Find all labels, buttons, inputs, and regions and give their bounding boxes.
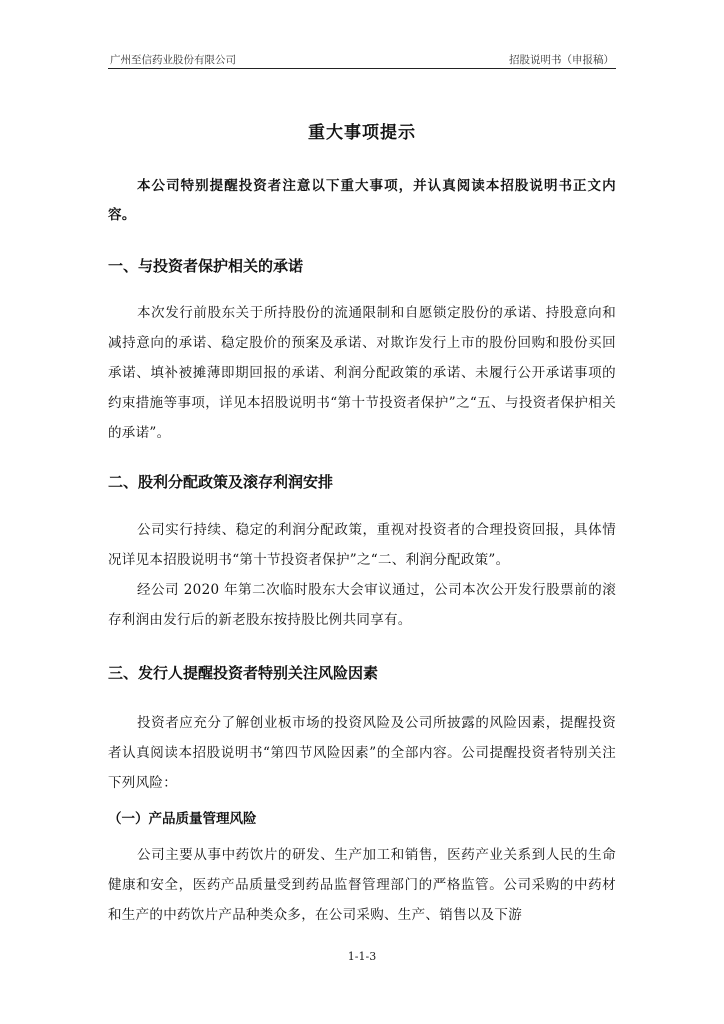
intro-paragraph: 本公司特别提醒投资者注意以下重大事项，并认真阅读本招股说明书正文内容。 — [108, 178, 616, 223]
header-document-type: 招股说明书（申报稿） — [509, 54, 614, 66]
page-number: 1-1-3 — [347, 950, 377, 963]
section-2-paragraph-1: 公司实行持续、稳定的利润分配政策，重视对投资者的合理投资回报，具体情况详见本招股说明书“第十节投资者保护”之“二、利润分配政策”。 — [108, 522, 616, 568]
section-1-paragraph-1: 本次发行前股东关于所持股份的流通限制和自愿锁定股份的承诺、持股意向和减持意向的承诺、稳定股价的预案及承诺、对欺诈发行上市的股份回购和股份买回承诺、填补被摊薄即期回报的承诺、利润分配政策的承诺、未履行公开承诺事项的约束措施等事项，详见本招股说明书“第十节投资者保护”之“五、与投资者保护相关的承诺”。 — [108, 305, 616, 441]
subsection-heading-1: （一）产品质量管理风险 — [108, 811, 257, 827]
header-company-name: 广州至信药业股份有限公司 — [110, 54, 236, 66]
section-3-paragraph-1: 投资者应充分了解创业板市场的投资风险及公司所披露的风险因素，提醒投资者认真阅读本招股说明书“第四节风险因素”的全部内容。公司提醒投资者特别关注下列风险： — [108, 715, 616, 791]
section-2-paragraph-2: 经公司 2020 年第二次临时股东大会审议通过，公司本次公开发行股票前的滚存利润由发行后的新老股东按持股比例共同享有。 — [108, 582, 616, 628]
subsection-1-paragraph-1: 公司主要从事中药饮片的研发、生产加工和销售，医药产业关系到人民的生命健康和安全，医药产品质量受到药品监督管理部门的严格监管。公司采购的中药材和生产的中药饮片产品种类众多，在公司采购、生产、销售以及下游 — [108, 847, 616, 923]
page-header — [108, 50, 616, 69]
section-heading-3: 三、发行人提醒投资者特别关注风险因素 — [108, 664, 379, 682]
page-title: 重大事项提示 — [308, 123, 416, 143]
section-heading-1: 一、与投资者保护相关的承诺 — [108, 257, 304, 275]
section-heading-2: 二、股利分配政策及滚存利润安排 — [108, 473, 334, 491]
